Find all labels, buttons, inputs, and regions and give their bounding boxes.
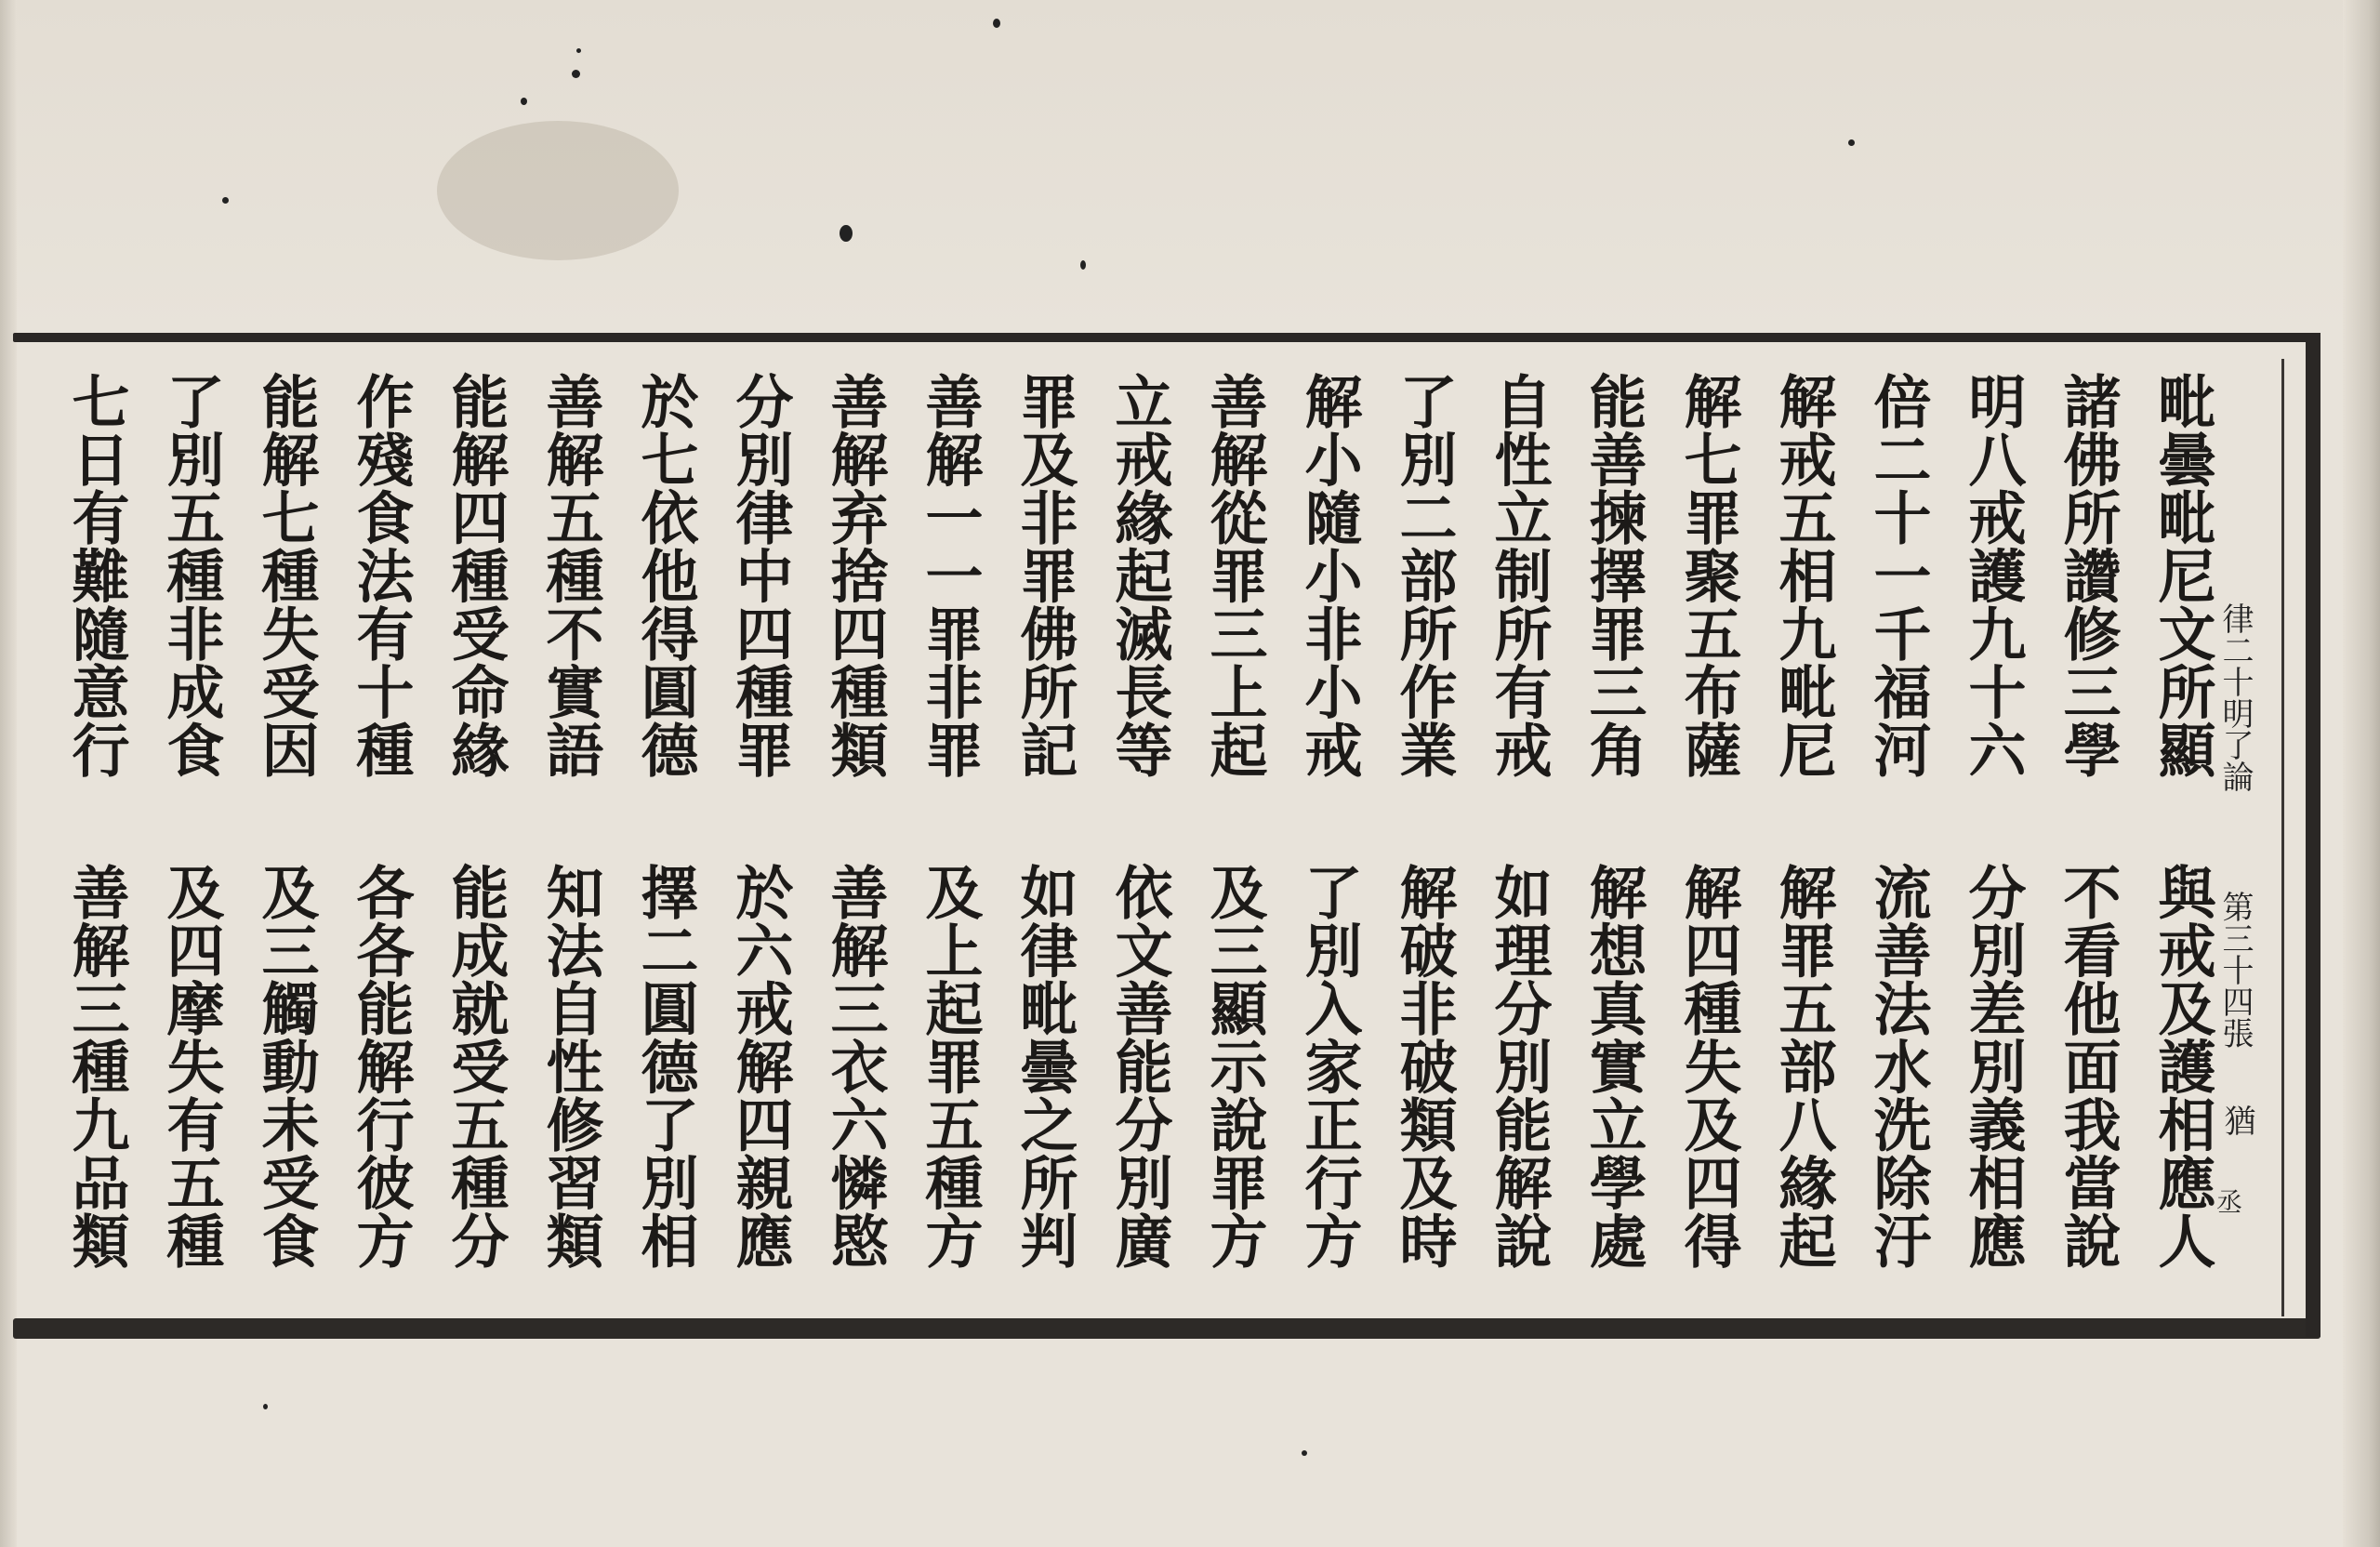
- verse-upper: 於七依他得圓德: [631, 372, 699, 779]
- verse-upper: 自性立制所有戒: [1485, 372, 1553, 779]
- inner-right-rule: [2281, 359, 2284, 1316]
- margin-title: 律二十明了論: [2216, 602, 2254, 792]
- verse-lower: 及三觸動未受食: [252, 863, 320, 1270]
- ink-speck: [1080, 260, 1086, 270]
- verse-lower: 及四摩失有五種: [157, 863, 225, 1270]
- text-column: [1765, 361, 1841, 1318]
- ink-speck: [1848, 139, 1855, 146]
- text-column: [1480, 361, 1556, 1318]
- verse-lower: 與戒及護相應人: [2149, 863, 2216, 1270]
- margin-leaf-number: 第三十四張: [2216, 891, 2254, 1049]
- ink-speck: [521, 98, 527, 105]
- ink-speck: [263, 1404, 268, 1409]
- verse-upper: 能解七種失受因: [252, 372, 320, 779]
- right-border-rule: [2306, 333, 2320, 1337]
- text-column: [152, 361, 229, 1318]
- text-column: [1006, 361, 1082, 1318]
- text-column: [1290, 361, 1367, 1318]
- ink-speck: [1302, 1450, 1307, 1456]
- text-column: [1385, 361, 1461, 1318]
- text-column: [2049, 361, 2125, 1318]
- top-border-rule: [13, 333, 2320, 342]
- verse-lower: 如理分別能解說: [1485, 863, 1553, 1270]
- text-column: [1670, 361, 1746, 1318]
- verse-lower: 於六戒解四親應: [726, 863, 794, 1270]
- verse-upper: 明八戒護九十六: [1959, 372, 2027, 779]
- verse-lower: 依文善能分別廣: [1105, 863, 1173, 1270]
- ink-speck: [572, 70, 580, 78]
- verse-lower: 及上起罪五種方: [916, 863, 984, 1270]
- ink-speck: [222, 197, 229, 204]
- verse-lower: 知法自性修習類: [536, 863, 604, 1270]
- verse-lower: 解四種失及四得: [1674, 863, 1742, 1270]
- verse-upper: 善解五種不實語: [536, 372, 604, 779]
- verse-upper: 善解從罪三上起: [1200, 372, 1268, 779]
- verse-upper: 能善揀擇罪三角: [1580, 372, 1647, 779]
- verse-lower: 如律毗曇之所判: [1011, 863, 1078, 1270]
- verse-upper: 分別律中四種罪: [726, 372, 794, 779]
- verse-upper: 罪及非罪佛所記: [1011, 372, 1078, 779]
- verse-lower: 分別差別義相應: [1959, 863, 2027, 1270]
- text-column: [1575, 361, 1651, 1318]
- verse-upper: 解七罪聚五布薩: [1674, 372, 1742, 779]
- text-column: [721, 361, 798, 1318]
- ink-speck: [576, 48, 581, 53]
- margin-mark: 丞: [2213, 1188, 2243, 1214]
- text-columns: [62, 361, 2272, 1318]
- verse-lower: 解想真實立學處: [1580, 863, 1647, 1270]
- verse-lower: 了別入家正行方: [1295, 863, 1363, 1270]
- text-column: [437, 361, 513, 1318]
- verse-upper: 了別二部所作業: [1390, 372, 1458, 779]
- page-edge-right: [2343, 0, 2380, 1547]
- bottom-border-rule: [13, 1318, 2320, 1339]
- verse-upper: 毗曇毗尼文所顯: [2149, 372, 2216, 779]
- verse-upper: 善解弃捨四種類: [821, 372, 889, 779]
- verse-upper: 諸佛所讚修三學: [2054, 372, 2122, 779]
- verse-lower: 擇二圓德了別相: [631, 863, 699, 1270]
- text-column: [1859, 361, 1936, 1318]
- printed-text-block: [13, 333, 2320, 1337]
- ink-speck: [840, 225, 853, 242]
- verse-lower: 善解三衣六憐愍: [821, 863, 889, 1270]
- verse-lower: 解破非破類及時: [1390, 863, 1458, 1270]
- text-column: [342, 361, 418, 1318]
- verse-upper: 解戒五相九毗尼: [1769, 372, 1837, 779]
- verse-upper: 能解四種受命緣: [442, 372, 509, 779]
- text-column: [2144, 361, 2220, 1318]
- verse-lower: 能成就受五種分: [442, 863, 509, 1270]
- margin-tag: 猶: [2218, 1104, 2255, 1136]
- paper-upper-margin: [0, 0, 2380, 335]
- verse-lower: 流善法水洗除汙: [1864, 863, 1932, 1270]
- text-column: [1101, 361, 1177, 1318]
- text-column: [532, 361, 608, 1318]
- verse-lower: 不看他面我當說: [2054, 863, 2122, 1270]
- verse-lower: 及三顯示說罪方: [1200, 863, 1268, 1270]
- verse-upper: 善解一一罪非罪: [916, 372, 984, 779]
- text-column: [627, 361, 703, 1318]
- text-column: [816, 361, 892, 1318]
- verse-upper: 七日有難隨意行: [62, 372, 130, 779]
- verse-upper: 解小隨小非小戒: [1295, 372, 1363, 779]
- text-column: [247, 361, 324, 1318]
- verse-lower: 善解三種九品類: [62, 863, 130, 1270]
- text-column: [1196, 361, 1272, 1318]
- text-column: [58, 361, 134, 1318]
- text-column: [911, 361, 987, 1318]
- ink-speck: [993, 19, 1000, 28]
- verse-upper: 了別五種非成食: [157, 372, 225, 779]
- verse-lower: 解罪五部八緣起: [1769, 863, 1837, 1270]
- text-column: [1954, 361, 2030, 1318]
- paper-stain: [437, 121, 679, 260]
- verse-upper: 倍二十一千福河: [1864, 372, 1932, 779]
- verse-lower: 各各能解行彼方: [347, 863, 415, 1270]
- verse-upper: 立戒緣起滅長等: [1105, 372, 1173, 779]
- verse-upper: 作殘食法有十種: [347, 372, 415, 779]
